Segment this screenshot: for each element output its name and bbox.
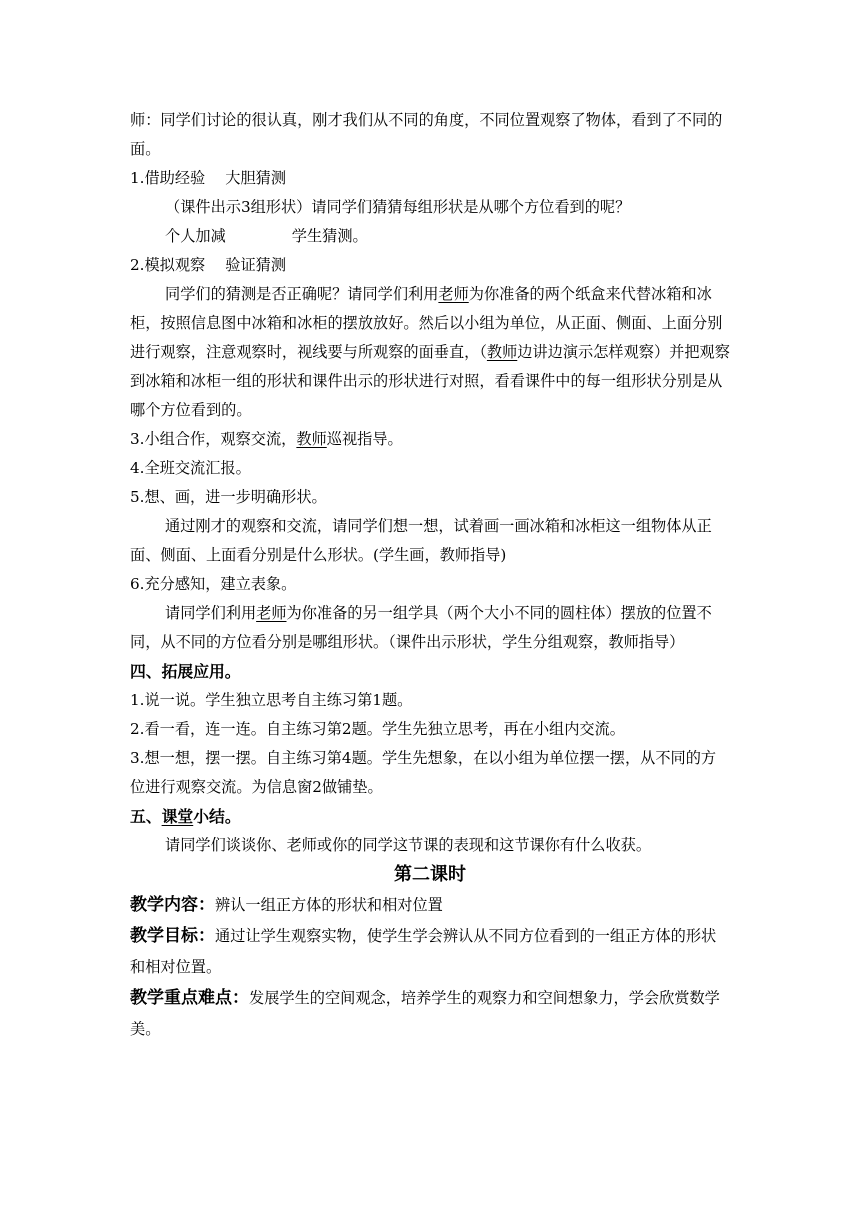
step2-title [130,251,730,280]
step1-title-a: 1.借助经验 [130,169,206,187]
step1-line [130,222,730,251]
section4-item-3: 3.想一想，摆一摆。自主练习第4题。学生先想象，在以小组为单位摆一摆，从不同的方位进行观察交流。为信息窗2做铺垫。 [130,749,717,796]
step6-title: 6.充分感知，建立表象。 [130,575,297,593]
step1-line-b: 学生猜测。 [291,227,368,245]
step2-underlined-2: 教师 [486,343,518,361]
step3-text-a: 3.小组合作，观察交流， [130,430,297,448]
step2-text-3: 边讲边演示怎样观察）并把观察到冰箱和冰柜一组的形状和课件出示的形状进行对照，看看课件中的每一组形状分别是从哪个方位看到的。 [130,343,730,419]
document-body [130,106,730,1045]
section5-title-post: 小结。 [193,807,241,826]
lesson2-heading: 第二课时 [394,864,466,885]
step5-title: 5.想、画，进一步明确形状。 [130,488,327,506]
step1-paragraph: （课件出示3组形状）请同学们猜猜每组形状是从哪个方位看到的呢？ [165,198,631,216]
lesson2-key [130,983,730,1045]
lesson2-key-text: 发展学生的空间观念，培养学生的观察力和空间想象力，学会欣赏数学美。 [130,989,720,1038]
step5-paragraph: 通过刚才的观察和交流，请同学们想一想，试着画一画冰箱和冰柜这一组物体从正面、侧面、上面看分别是什么形状。(学生画，教师指导) [130,517,712,564]
section4-title: 四、拓展应用。 [130,662,241,681]
step6-paragraph [130,599,730,657]
step3-text-b: 巡视指导。 [326,430,403,448]
step2-paragraph [130,280,730,425]
section5-title-pre: 五、 [130,807,162,826]
step2-text-1: 同学们的猜测是否正确呢？请同学们利用 [165,285,439,303]
section4-item-2: 2.看一看，连一连。自主练习第2题。学生先独立思考，再在小组内交流。 [130,720,625,738]
step3-line [130,425,730,454]
step6-underlined: 老师 [256,604,287,622]
step1-title-b: 大胆猜测 [225,169,286,187]
step4-line: 4.全班交流汇报。 [130,459,251,477]
lesson2-goal-text: 通过让学生观察实物，使学生学会辨认从不同方位看到的一组正方体的形状和相对位置。 [130,927,717,976]
step1-title [130,164,730,193]
step2-text-2: 为你准备的两个纸盒来代替冰箱和冰柜，按照信息图中冰箱和冰柜的摆放放好。然后以小组为单位，从正面、侧面、上面分别进行观察，注意观察时，视线要与所观察的面垂直，（ [130,285,723,361]
step1-line-a: 个人加减 [165,227,226,245]
lesson2-content-label: 教学内容： [130,895,215,915]
step6-text-2: 为你准备的另一组学具（两个大小不同的圆柱体）摆放的位置不同，从不同的方位看分别是哪组形状。（课件出示形状，学生分组观察，教师指导） [130,604,712,651]
lesson2-goal-label: 教学目标： [130,926,215,946]
step2-underlined-1: 老师 [438,285,469,303]
lesson2-content-text: 辨认一组正方体的形状和相对位置 [215,896,443,914]
section5-title-underlined: 课堂 [161,807,194,826]
lesson2-content [130,890,730,921]
step2-title-b: 验证猜测 [225,256,286,274]
intro-paragraph: 师：同学们讨论的很认真，刚才我们从不同的角度，不同位置观察了物体，看到了不同的面。 [130,111,723,158]
step3-underlined: 教师 [296,430,327,448]
section5-paragraph: 请同学们谈谈你、老师或你的同学这节课的表现和这节课你有什么收获。 [165,836,651,854]
step2-title-a: 2.模拟观察 [130,256,206,274]
lesson2-key-label: 教学重点难点： [130,988,249,1008]
section5-title [130,802,730,831]
step6-text-1: 请同学们利用 [165,604,257,622]
section4-item-1: 1.说一说。学生独立思考自主练习第1题。 [130,691,413,709]
lesson2-goal [130,921,730,983]
